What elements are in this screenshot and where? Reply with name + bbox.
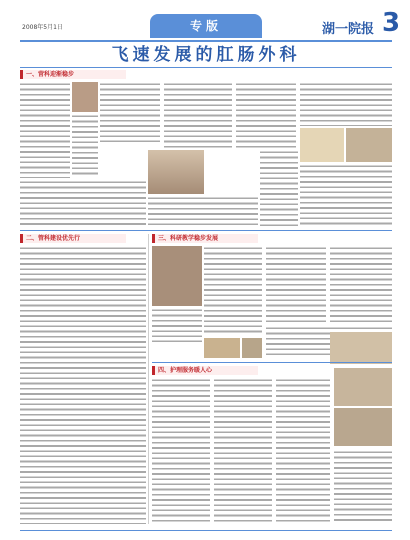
section-heading-1: 一、营科迎渐稳步 — [20, 70, 126, 79]
article-4-text-col-1 — [152, 378, 210, 524]
nurse-photo-1 — [334, 368, 392, 406]
group-photo — [148, 150, 204, 194]
page-title: 飞速发展的肛肠外科 — [111, 45, 301, 65]
section-tab: 专版 — [150, 14, 262, 38]
article-3-text-col-3 — [266, 246, 326, 324]
article-3-text-col-4 — [330, 246, 392, 324]
page-header — [0, 0, 410, 42]
book-photo-1 — [204, 338, 240, 358]
header-rule — [20, 40, 392, 42]
certificate-photo — [300, 128, 344, 162]
article-1-text-col-6 — [236, 82, 296, 148]
article-1-text-col-9 — [300, 164, 392, 226]
article-3-text-col-2 — [152, 308, 202, 342]
section-heading-2: 二、管科建设优先行 — [20, 234, 126, 243]
article-2-text — [20, 246, 146, 524]
page-number: 3 — [382, 8, 401, 38]
column-rule-1 — [148, 234, 149, 524]
article-1-text-col-7 — [300, 82, 392, 126]
award-photo — [346, 128, 392, 162]
footer-rule — [20, 530, 392, 531]
article-1-text-col-5 — [164, 82, 232, 148]
article-1-text-col-1 — [20, 82, 70, 178]
section-heading-4: 四、护理服务暖人心 — [152, 366, 258, 375]
book-photo-2 — [242, 338, 262, 358]
portrait-photo — [72, 82, 98, 112]
divider-1 — [20, 230, 392, 231]
article-4-text-col-2 — [214, 378, 272, 524]
team-photo — [330, 332, 392, 364]
article-3-text-col-1 — [204, 246, 262, 336]
issue-date: 2008年5月1日 — [22, 24, 63, 31]
nurse-photo-2 — [334, 408, 392, 446]
title-rule — [20, 67, 392, 68]
surgery-photo — [152, 246, 202, 306]
article-1-text-col-4 — [148, 196, 258, 226]
article-4-text-col-4 — [334, 450, 392, 524]
paper-name: 湖一院报 — [322, 22, 375, 37]
article-1-text-bottom — [20, 180, 146, 226]
article-1-text-col-3 — [100, 82, 160, 142]
article-1-text-col-8 — [260, 150, 298, 226]
article-1-text-col-2 — [72, 114, 98, 178]
section-heading-3: 三、科研教学稳步发展 — [152, 234, 258, 243]
article-4-text-col-3 — [276, 378, 330, 524]
divider-2 — [152, 362, 392, 363]
